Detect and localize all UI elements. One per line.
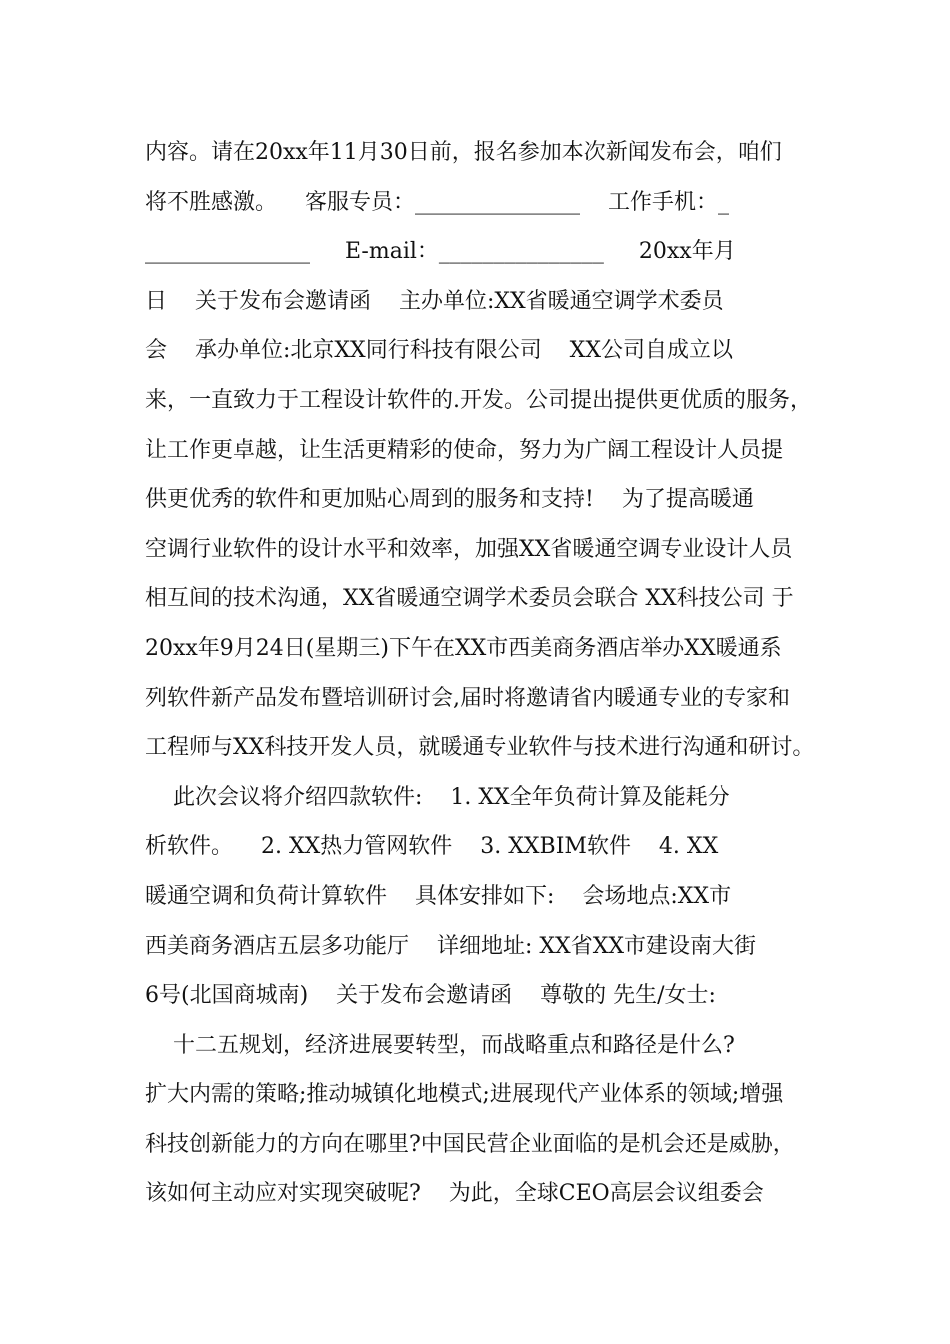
text-line: 相互间的技术沟通，XX省暖通空调学术委员会联合 XX科技公司 于 [145, 586, 794, 612]
text-line: 6号(北国商城南) 关于发布会邀请函 尊敬的 先生/女士: [145, 983, 716, 1009]
text-line: 科技创新能力的方向在哪里?中国民营企业面临的是机会还是威胁， [145, 1131, 795, 1157]
text-line: _______________ E-mail：_______________ 20xx年月 [145, 239, 736, 265]
text-line: 工程师与XX科技开发人员，就暖通专业软件与技术进行沟通和研讨。 [145, 735, 815, 761]
text-line: 日 关于发布会邀请函 主办单位:XX省暖通空调学术委员 [145, 288, 724, 314]
text-line: 来，一直致力于工程设计软件的.开发。公司提出提供更优质的服务， [145, 387, 812, 413]
document-body [145, 128, 825, 1219]
text-line: 将不胜感激。 客服专员：_______________ 工作手机：_ [145, 189, 729, 215]
text-line: 析软件。 2. XX热力管网软件 3. XXBIM软件 4. XX [145, 834, 719, 860]
text-line: 扩大内需的策略;推动城镇化地模式;进展现代产业体系的领域;增强 [145, 1082, 784, 1108]
text-line: 20xx年9月24日(星期三)下午在XX市西美商务酒店举办XX暖通系 [145, 635, 782, 661]
text-line: 暖通空调和负荷计算软件 具体安排如下: 会场地点:XX市 [145, 883, 732, 909]
text-line: 内容。请在20xx年11月30日前，报名参加本次新闻发布会，咱们 [145, 140, 782, 165]
text-line: 十二五规划，经济进展要转型，而战略重点和路径是什么? [145, 1032, 735, 1058]
text-line: 此次会议将介绍四款软件: 1. XX全年负荷计算及能耗分 [145, 784, 730, 810]
text-line: 让工作更卓越，让生活更精彩的使命，努力为广阔工程设计人员提 [145, 437, 784, 463]
text-line: 西美商务酒店五层多功能厅 详细地址: XX省XX市建设南大街 [145, 933, 757, 959]
text-line: 空调行业软件的设计水平和效率，加强XX省暖通空调专业设计人员 [145, 536, 793, 562]
text-line: 该如何主动应对实现突破呢? 为此，全球CEO高层会议组委会 [145, 1181, 764, 1207]
text-line: 会 承办单位:北京XX同行科技有限公司 XX公司自成立以 [145, 338, 734, 364]
text-line: 列软件新产品发布暨培训研讨会,届时将邀请省内暖通专业的专家和 [145, 685, 790, 711]
text-line: 供更优秀的软件和更加贴心周到的服务和支持! 为了提高暖通 [145, 487, 754, 513]
